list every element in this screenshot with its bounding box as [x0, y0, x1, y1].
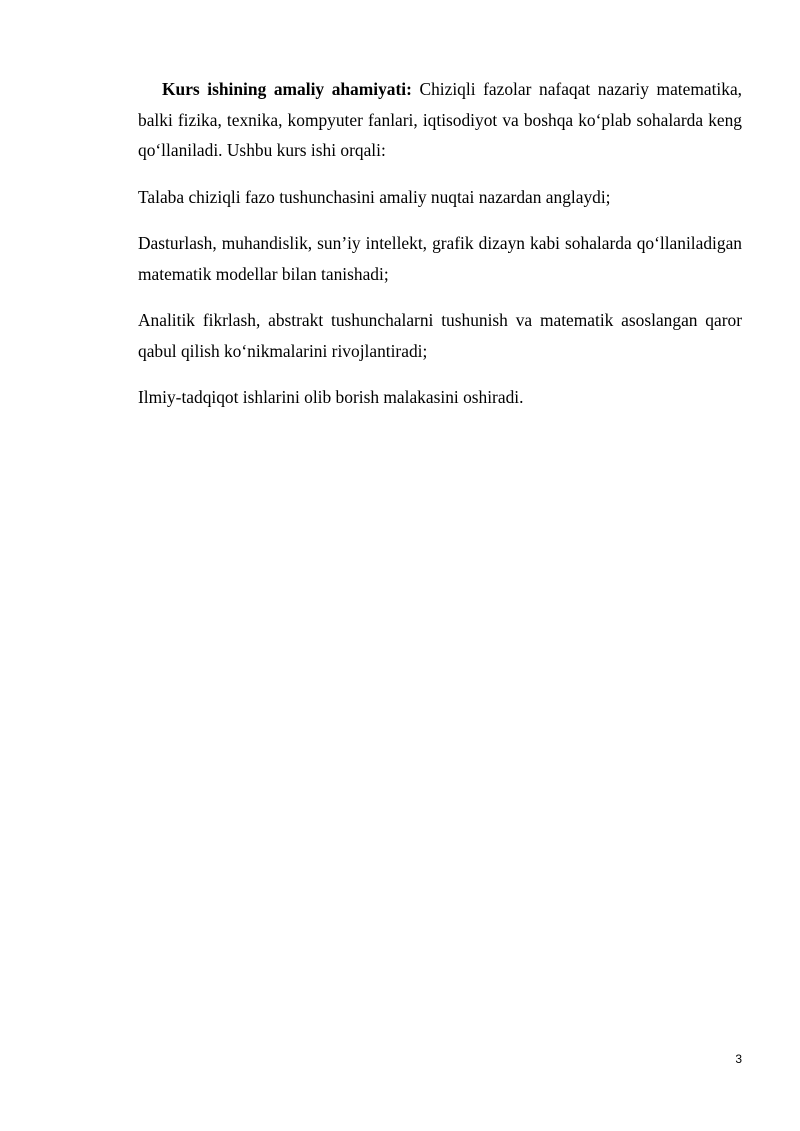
- section-heading: Kurs ishining amaliy ahamiyati:: [162, 79, 412, 99]
- page-number: 3: [735, 1052, 742, 1066]
- list-item-1: Talaba chiziqli fazo tushunchasini amaliy nuqtai nazardan anglaydi;: [138, 186, 611, 207]
- intro-text: Chiziqli fazolar nafaqat nazariy matematika, balki fizika, texnika, kompyuter fanlari, iqtisodiyot va boshqa ko‘plab sohalarda keng qo‘llaniladi. Ushbu kurs ishi orqali:: [138, 79, 743, 160]
- list-item-3: Analitik fikrlash, abstrakt tushunchalarni tushunish va matematik asoslangan qaror qabul qilish ko‘nikmalarini rivojlantiradi;: [138, 310, 742, 361]
- list-item-2: Dasturlash, muhandislik, sun’iy intellekt, grafik dizayn kabi sohalarda qo‘llaniladigan matematik modellar bilan tanishadi;: [138, 233, 742, 284]
- page-content: [138, 74, 742, 413]
- list-item-4: Ilmiy-tadqiqot ishlarini olib borish malakasini oshiradi.: [138, 387, 524, 407]
- intro-paragraph: [138, 74, 742, 166]
